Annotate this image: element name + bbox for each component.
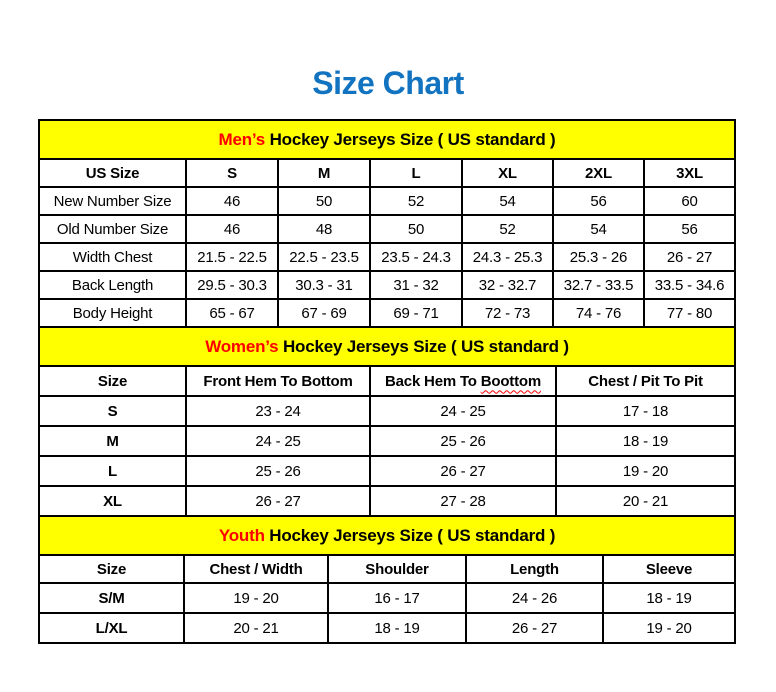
size-value: 67 - 69	[278, 299, 370, 327]
table-row	[39, 456, 735, 486]
youth-size-table	[38, 515, 736, 644]
mens-banner-text: Hockey Jerseys Size ( US standard )	[265, 129, 556, 149]
table-row	[39, 271, 735, 299]
table-row	[39, 215, 735, 243]
youth-banner-highlight: Youth	[218, 525, 265, 545]
column-header: Chest / Pit To Pit	[556, 366, 735, 396]
page-title: Size Chart	[312, 65, 464, 101]
womens-header-row	[39, 366, 735, 396]
size-value: 19 - 20	[184, 583, 328, 613]
column-header: Size	[39, 555, 184, 583]
size-value: 29.5 - 30.3	[186, 271, 278, 299]
size-value: 46	[186, 215, 278, 243]
column-header: L	[370, 159, 462, 187]
size-value: 26 - 27	[370, 456, 556, 486]
size-value: 26 - 27	[466, 613, 603, 643]
size-value: 18 - 19	[603, 583, 735, 613]
size-value: 17 - 18	[556, 396, 735, 426]
charts-container	[38, 119, 736, 644]
size-value: 31 - 32	[370, 271, 462, 299]
column-header-misspelled	[370, 366, 556, 396]
column-header: US Size	[39, 159, 186, 187]
womens-size-table	[38, 326, 736, 517]
row-label: Width Chest	[39, 243, 186, 271]
row-label: XL	[39, 486, 186, 516]
table-row	[39, 486, 735, 516]
size-value: 27 - 28	[370, 486, 556, 516]
row-label: Back Length	[39, 271, 186, 299]
mens-banner-highlight: Men’s	[218, 129, 266, 149]
row-label: Old Number Size	[39, 215, 186, 243]
size-value: 22.5 - 23.5	[278, 243, 370, 271]
size-value: 19 - 20	[603, 613, 735, 643]
size-value: 26 - 27	[644, 243, 735, 271]
size-value: 20 - 21	[556, 486, 735, 516]
column-header: S	[186, 159, 278, 187]
size-value: 21.5 - 22.5	[186, 243, 278, 271]
size-value: 33.5 - 34.6	[644, 271, 735, 299]
column-header: XL	[462, 159, 553, 187]
size-value: 65 - 67	[186, 299, 278, 327]
size-value: 77 - 80	[644, 299, 735, 327]
size-value: 25.3 - 26	[553, 243, 644, 271]
column-header: 2XL	[553, 159, 644, 187]
size-value: 48	[278, 215, 370, 243]
column-header: M	[278, 159, 370, 187]
size-value: 46	[186, 187, 278, 215]
youth-section-banner	[39, 516, 735, 555]
table-row	[39, 299, 735, 327]
column-header: Chest / Width	[184, 555, 328, 583]
size-value: 23.5 - 24.3	[370, 243, 462, 271]
mens-header-row	[39, 159, 735, 187]
size-value: 72 - 73	[462, 299, 553, 327]
size-value: 69 - 71	[370, 299, 462, 327]
row-label: M	[39, 426, 186, 456]
column-header: Sleeve	[603, 555, 735, 583]
size-value: 20 - 21	[184, 613, 328, 643]
size-value: 52	[462, 215, 553, 243]
size-value: 24 - 26	[466, 583, 603, 613]
row-label: L/XL	[39, 613, 184, 643]
size-value: 19 - 20	[556, 456, 735, 486]
size-value: 50	[278, 187, 370, 215]
row-label: S	[39, 396, 186, 426]
youth-header-row	[39, 555, 735, 583]
size-value: 56	[553, 187, 644, 215]
size-value: 56	[644, 215, 735, 243]
table-row	[39, 243, 735, 271]
column-header: Length	[466, 555, 603, 583]
mens-size-table	[38, 119, 736, 328]
column-header: Front Hem To Bottom	[186, 366, 370, 396]
back-hem-misspelled-word: Boottom	[480, 372, 541, 390]
column-header: 3XL	[644, 159, 735, 187]
womens-banner-text: Hockey Jerseys Size ( US standard )	[278, 336, 569, 356]
table-row	[39, 426, 735, 456]
womens-banner-highlight: Women’s	[205, 336, 279, 356]
row-label: L	[39, 456, 186, 486]
size-value: 18 - 19	[328, 613, 466, 643]
row-label: New Number Size	[39, 187, 186, 215]
column-header: Shoulder	[328, 555, 466, 583]
womens-banner-cell	[39, 327, 735, 366]
table-row	[39, 583, 735, 613]
size-value: 60	[644, 187, 735, 215]
size-value: 50	[370, 215, 462, 243]
size-value: 30.3 - 31	[278, 271, 370, 299]
size-value: 54	[553, 215, 644, 243]
size-value: 24 - 25	[370, 396, 556, 426]
table-row	[39, 396, 735, 426]
size-value: 26 - 27	[186, 486, 370, 516]
size-value: 16 - 17	[328, 583, 466, 613]
size-value: 32 - 32.7	[462, 271, 553, 299]
size-value: 32.7 - 33.5	[553, 271, 644, 299]
size-value: 25 - 26	[370, 426, 556, 456]
mens-section-banner	[39, 120, 735, 159]
size-value: 24 - 25	[186, 426, 370, 456]
back-hem-prefix: Back Hem To	[385, 372, 481, 390]
size-value: 24.3 - 25.3	[462, 243, 553, 271]
table-row	[39, 613, 735, 643]
youth-banner-cell	[39, 516, 735, 555]
womens-section-banner	[39, 327, 735, 366]
youth-banner-text: Hockey Jerseys Size ( US standard )	[264, 525, 556, 545]
size-value: 74 - 76	[553, 299, 644, 327]
size-value: 25 - 26	[186, 456, 370, 486]
size-value: 52	[370, 187, 462, 215]
size-value: 54	[462, 187, 553, 215]
row-label: Body Height	[39, 299, 186, 327]
column-header: Size	[39, 366, 186, 396]
row-label: S/M	[39, 583, 184, 613]
table-row	[39, 187, 735, 215]
mens-banner-cell	[39, 120, 735, 159]
size-value: 18 - 19	[556, 426, 735, 456]
size-value: 23 - 24	[186, 396, 370, 426]
